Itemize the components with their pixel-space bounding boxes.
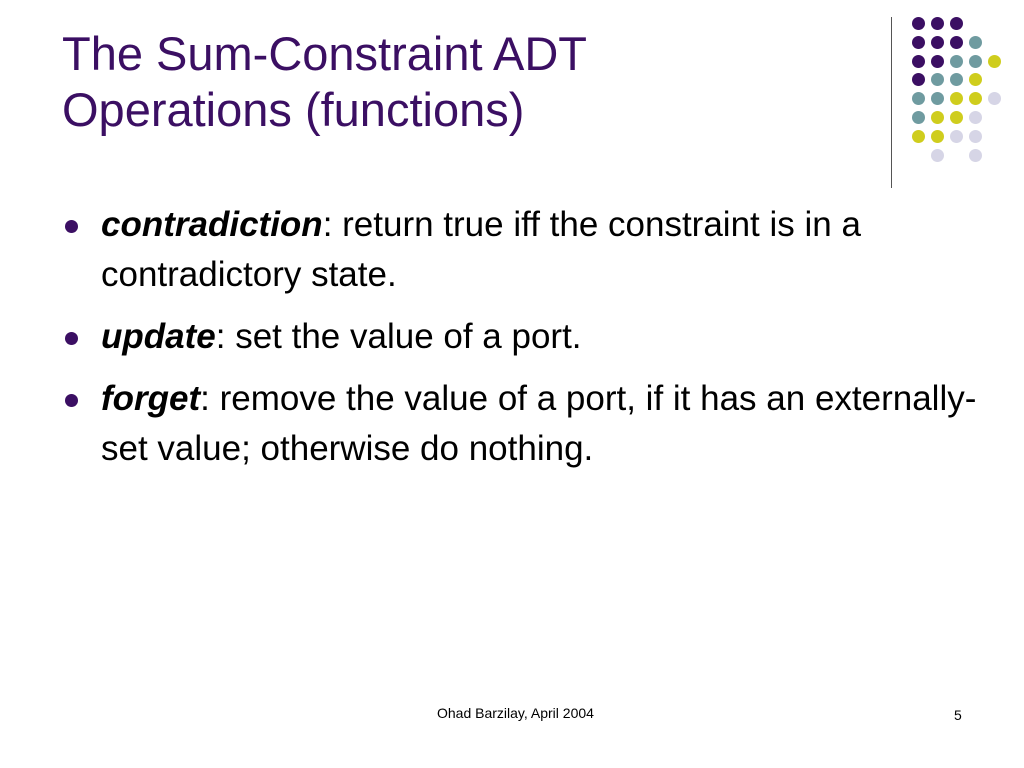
bullet-description: set the value of a port. bbox=[225, 317, 582, 356]
decorative-dot bbox=[950, 130, 963, 143]
bullet-description: return true iff the constraint is in a contradictory state. bbox=[101, 205, 861, 294]
bullet-term: update bbox=[101, 317, 216, 356]
page-number: 5 bbox=[954, 707, 962, 723]
decorative-dot bbox=[912, 92, 925, 105]
decorative-dot bbox=[912, 36, 925, 49]
decorative-dot bbox=[950, 92, 963, 105]
decorative-dot bbox=[969, 149, 982, 162]
bullet-dot-icon bbox=[65, 394, 78, 407]
bullet-separator: : bbox=[215, 317, 226, 356]
decorative-dot bbox=[931, 111, 944, 124]
bullet-description: remove the value of a port, if it has an externally-set value; otherwise do nothing. bbox=[101, 379, 977, 468]
bullet-term: forget bbox=[101, 379, 201, 418]
bullet-list bbox=[62, 200, 982, 486]
bullet-separator: : bbox=[322, 205, 333, 244]
title-divider-line bbox=[891, 17, 892, 188]
decorative-dot bbox=[912, 73, 925, 86]
decorative-dot bbox=[969, 92, 982, 105]
decorative-dot bbox=[969, 130, 982, 143]
decorative-dot bbox=[969, 36, 982, 49]
bullet-item-forget bbox=[62, 374, 982, 474]
decorative-dot bbox=[969, 55, 982, 68]
decorative-dot bbox=[950, 73, 963, 86]
bullet-item-contradiction bbox=[62, 200, 982, 300]
decorative-dot bbox=[950, 55, 963, 68]
decorative-dot bbox=[912, 130, 925, 143]
slide-title-line-2: Operations (functions) bbox=[62, 83, 525, 136]
decorative-dot bbox=[912, 111, 925, 124]
decorative-dot bbox=[931, 130, 944, 143]
bullet-dot-icon bbox=[65, 332, 78, 345]
footer-author-date: Ohad Barzilay, April 2004 bbox=[437, 705, 594, 721]
bullet-separator: : bbox=[200, 379, 210, 418]
decorative-dot bbox=[931, 36, 944, 49]
slide-title bbox=[62, 26, 862, 138]
decorative-dot bbox=[988, 92, 1001, 105]
decorative-dot bbox=[950, 36, 963, 49]
decorative-dot bbox=[969, 111, 982, 124]
decorative-dot bbox=[912, 55, 925, 68]
decorative-dot bbox=[931, 92, 944, 105]
decorative-dot bbox=[931, 73, 944, 86]
decorative-dot bbox=[931, 17, 944, 30]
decorative-dot bbox=[969, 73, 982, 86]
bullet-item-update bbox=[62, 312, 982, 362]
bullet-term: contradiction bbox=[101, 205, 323, 244]
decorative-dot bbox=[950, 17, 963, 30]
decorative-dot bbox=[931, 55, 944, 68]
slide-title-line-1: The Sum-Constraint ADT bbox=[62, 27, 588, 80]
bullet-dot-icon bbox=[65, 220, 78, 233]
decorative-dot bbox=[950, 111, 963, 124]
decorative-dot bbox=[988, 55, 1001, 68]
decorative-dot bbox=[912, 17, 925, 30]
decorative-dot bbox=[931, 149, 944, 162]
